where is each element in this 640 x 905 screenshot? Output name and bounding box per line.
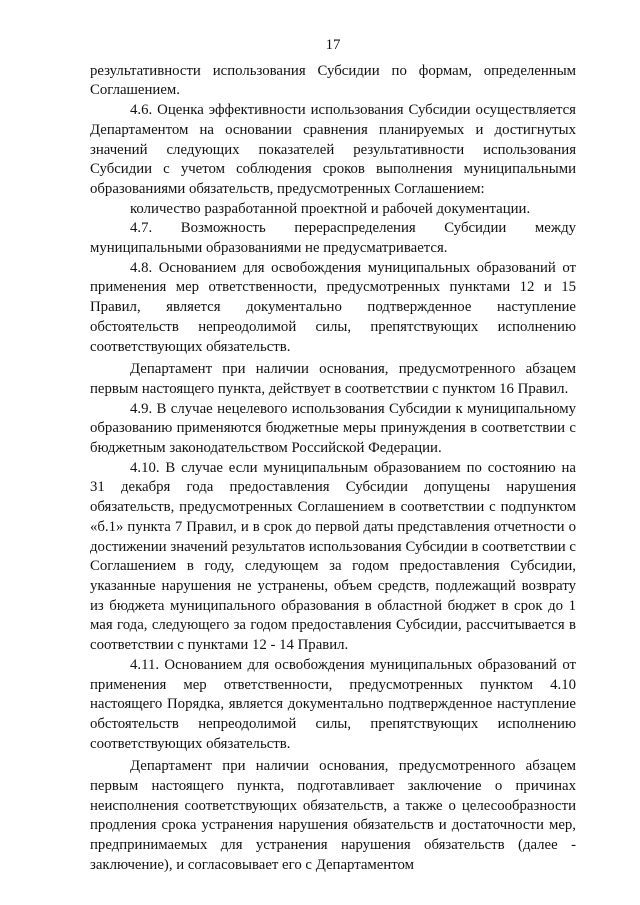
paragraph-4-8: 4.8. Основанием для освобождения муниципальных образований от применения мер ответственности, предусмотренных пунктами 12 и 15 Правил, является документально подтвержденное наступление обстоятельств непреодолимой силы, препятствующих исполнению соответствующих обязательств. <box>90 259 576 355</box>
page-number: 17 <box>325 37 341 53</box>
paragraph-4-7: 4.7. Возможность перераспределения Субсидии между муниципальными образованиями не предусматривается. <box>90 220 576 257</box>
paragraph-4-6: 4.6. Оценка эффективности использования Субсидии осуществляется Департаментом на основании сравнения планируемых и достигнутых значений следующих показателей результативности использования Субсидии с учетом соблюдения сроков выполнения муниципальными образованиями обязательств, предусмотренных Соглашением: <box>90 102 576 197</box>
paragraph-4-11-department: Департамент при наличии основания, предусмотренного абзацем первым настоящего пункта, подготавливает заключение о причинах неисполнения соответствующих обязательств, а также о целесообразности продления срока устранения нарушения обязательств и достаточности мер, предпринимаемых для устранения нарушения обязательств (далее - заключение), и согласовывает его с Департаментом <box>90 758 576 873</box>
paragraph-4-9: 4.9. В случае нецелевого использования Субсидии к муниципальному образованию применяются бюджетные меры принуждения в соответствии с бюджетным законодательством Российской Федерации. <box>90 400 576 457</box>
paragraph-4-10: 4.10. В случае если муниципальным образованием по состоянию на 31 декабря года предоставления Субсидии допущены нарушения обязательств, предусмотренных Соглашением в соответствии с подпунктом «б.1» пункта 7 Правил, и в срок до первой даты представления отчетности о достижении значений результатов использования Субсидии в соответствии с Соглашением в году, следующем за годом предоставления Субсидии, указанные нарушения не устранены, объем средств, подлежащий возврату из бюджета муниципального образования в областной бюджет в срок до 1 мая года, следующего за годом предоставления Субсидии, рассчитывается в соответствии с пунктами 12 - 14 Правил. <box>90 459 576 654</box>
paragraph-4-8-department: Департамент при наличии основания, предусмотренного абзацем первым настоящего пункта, действует в соответствии с пунктом 16 Правил. <box>90 361 576 397</box>
paragraph-4-11: 4.11. Основанием для освобождения муниципальных образований от применения мер ответственности, предусмотренных пунктом 4.10 настоящего Порядка, является документально подтвержденное наступление обстоятельств непреодолимой силы, препятствующих исполнению соответствующих обязательств. <box>90 656 576 752</box>
paragraph-continuation: результативности использования Субсидии по формам, определенным Соглашением. <box>90 62 576 99</box>
paragraph-indicator: количество разработанной проектной и рабочей документации. <box>130 200 531 217</box>
document-page <box>90 36 576 876</box>
